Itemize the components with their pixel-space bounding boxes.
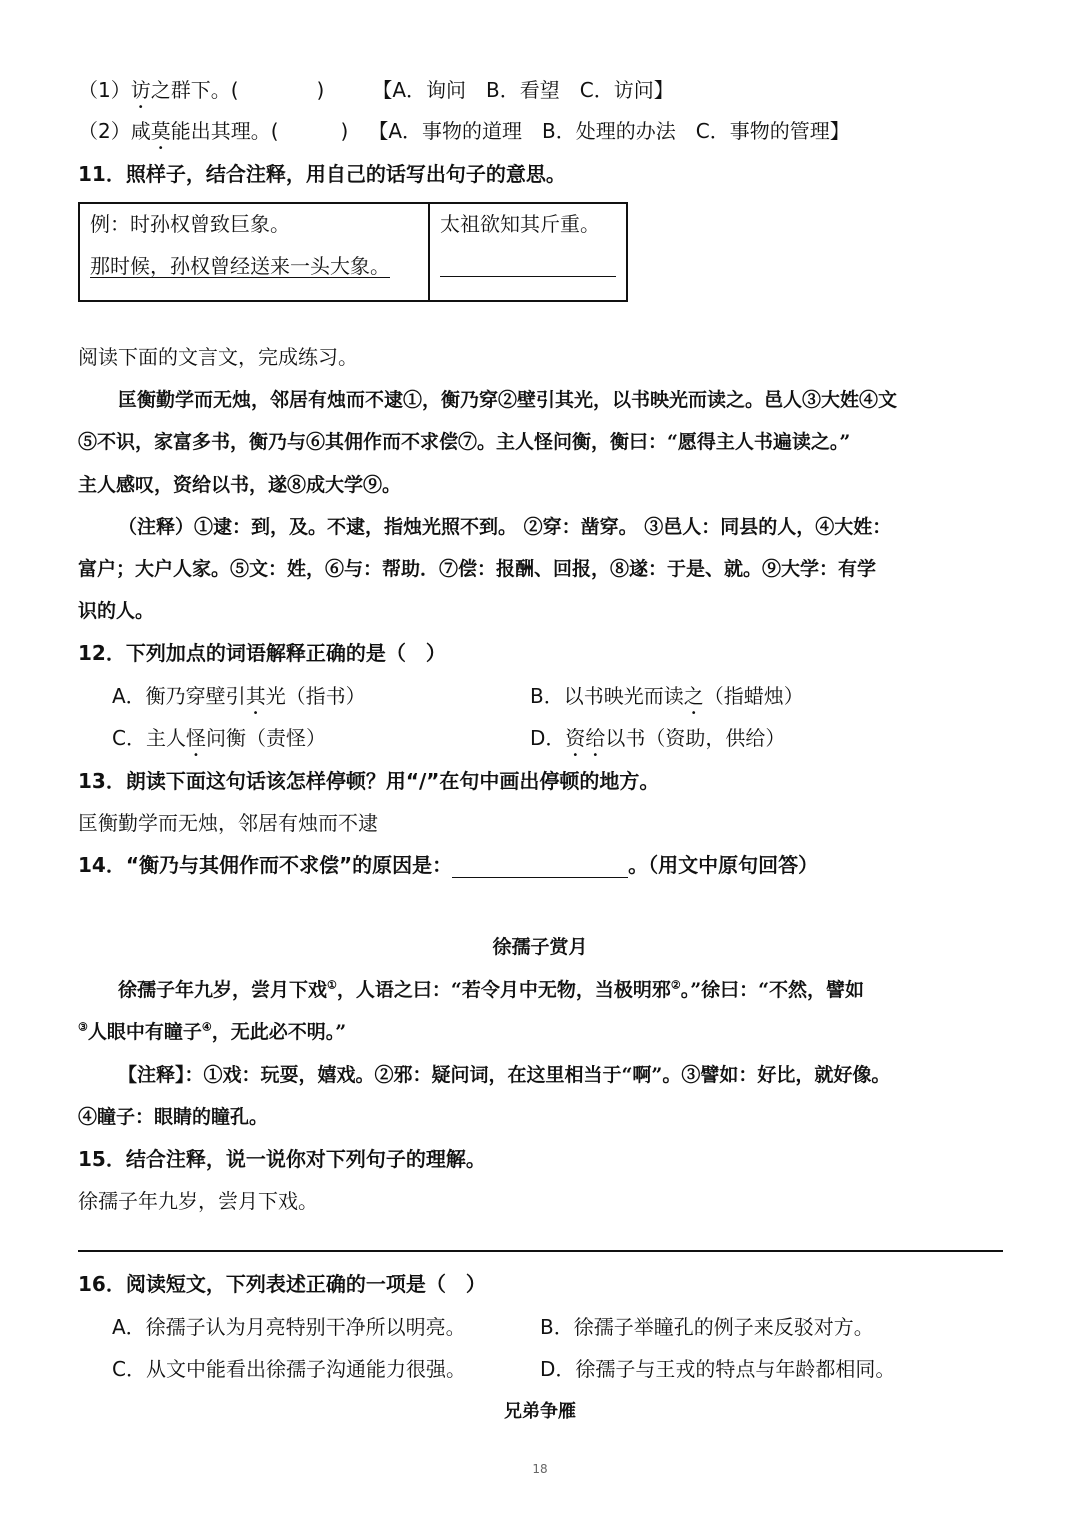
q10-part1 xyxy=(78,78,674,113)
passage1-note: 富户；大户人家。⑤文：姓，⑥与：帮助．⑦偿：报酬、回报，⑧遂：于是、就。⑨大学：有学 xyxy=(78,558,877,580)
passage1-line: 匡衡勤学而无烛，邻居有烛而不逮①，衡乃穿②壁引其光，以书映光而读之。邑人③大姓④文 xyxy=(118,389,898,411)
q14-line xyxy=(78,853,818,878)
passage2-text: 。”徐曰：“不然，譬如 xyxy=(680,979,865,1001)
passage1-intro: 阅读下面的文言文，完成练习。 xyxy=(78,345,358,369)
dotted-char: 莫 xyxy=(150,119,171,143)
q12-option-b[interactable] xyxy=(530,684,804,719)
passage2-text: 人眼中有瞳子 xyxy=(87,1021,202,1043)
next-passage-title: 兄弟争雁 xyxy=(504,1401,576,1422)
passage1-line: ⑤不识，家富多书，衡乃与⑥其佣作而不求偿⑦。主人怪问衡，衡曰：“愿得主人书遍读之。” xyxy=(78,431,851,453)
passage2-text: ，无此必不明。” xyxy=(211,1021,347,1043)
page-number: 18 xyxy=(532,1462,548,1476)
option-text: 光（指书） xyxy=(265,684,366,708)
passage2-line xyxy=(118,978,864,1002)
q14-tail: 。（用文中原句回答） xyxy=(628,853,819,877)
dotted-char: 之 xyxy=(683,684,704,708)
q10-part1-options: 【A．询问 B．看望 C．访问】 xyxy=(372,78,674,102)
q10-part2-options: 【A．事物的道理 B．处理的办法 C．事物的管理】 xyxy=(368,119,850,143)
answer-line[interactable] xyxy=(440,276,616,277)
q10-part1-close: ) xyxy=(316,78,325,102)
passage2-title: 徐孺子赏月 xyxy=(492,936,588,958)
q10-part1-number: （1） xyxy=(78,78,131,102)
passage2-note: ④瞳子：眼睛的瞳孔。 xyxy=(78,1106,269,1128)
passage2-line xyxy=(78,1020,346,1044)
example-answer: 那时候，孙权曾经送来一头大象。 xyxy=(90,254,390,278)
dotted-char: 怪 xyxy=(185,726,206,750)
q16-option-a[interactable]: A．徐孺子认为月亮特别干净所以明亮。 xyxy=(112,1315,466,1339)
footnote-marker: ① xyxy=(327,978,337,992)
passage1-line: 主人感叹，资给以书，遂⑧成大学⑨。 xyxy=(78,474,402,496)
example-table xyxy=(78,202,628,302)
passage2-text: ，人语之曰：“若令月中无物，当极明邪 xyxy=(336,979,671,1001)
answer-line[interactable] xyxy=(78,1250,1003,1252)
passage1-note: 识的人。 xyxy=(78,600,155,622)
q16-stem: 16．阅读短文，下列表述正确的一项是（ ） xyxy=(78,1272,486,1296)
option-text: A．衡乃穿壁引 xyxy=(112,684,246,708)
q16-option-d[interactable]: D．徐孺子与王戎的特点与年龄都相同。 xyxy=(540,1357,896,1381)
q13-stem: 13．朗读下面这句话该怎样停顿？用“/”在句中画出停顿的地方。 xyxy=(78,769,660,793)
q10-part2-close: ) xyxy=(340,119,349,143)
q10-part2-text: 能出其理。( xyxy=(170,119,279,143)
example-cell xyxy=(79,203,429,301)
footnote-marker: ② xyxy=(670,978,681,992)
passage1-note: （注释）①逮：到，及。不逮，指烛光照不到。 ②穿：凿穿。 ③邑人：同县的人，④大姓： xyxy=(118,516,892,538)
option-text: B．以书映光而读 xyxy=(530,684,684,708)
q10-part2 xyxy=(78,119,850,154)
footnote-marker: ③ xyxy=(78,1020,88,1034)
q15-stem: 15．结合注释，说一说你对下列句子的理解。 xyxy=(78,1147,486,1171)
q12-stem: 12．下列加点的词语解释正确的是（ ） xyxy=(78,641,446,665)
dotted-char: 资给 xyxy=(565,726,606,750)
example-label: 例： xyxy=(90,212,130,236)
q12-option-c[interactable] xyxy=(112,726,326,761)
option-text: C．主人 xyxy=(112,726,186,750)
q15-sentence: 徐孺子年九岁，尝月下戏。 xyxy=(78,1189,318,1213)
option-text: 问衡（责怪） xyxy=(205,726,326,750)
task-cell xyxy=(429,203,627,301)
q16-option-c[interactable]: C．从文中能看出徐孺子沟通能力很强。 xyxy=(112,1357,466,1381)
option-text: （指蜡烛） xyxy=(703,684,804,708)
answer-line[interactable] xyxy=(452,853,628,878)
q12-option-a[interactable] xyxy=(112,684,366,719)
q11-stem: 11．照样子，结合注释，用自己的话写出句子的意思。 xyxy=(78,162,566,186)
dotted-char: 其 xyxy=(245,684,266,708)
passage2-text: 徐孺子年九岁，尝月下戏 xyxy=(118,979,328,1001)
q16-option-b[interactable]: B．徐孺子举瞳孔的例子来反驳对方。 xyxy=(540,1315,874,1339)
option-text: 以书（资助，供给） xyxy=(605,726,786,750)
footnote-marker: ④ xyxy=(201,1020,212,1034)
dotted-char: 访 xyxy=(130,78,151,102)
task-sentence: 太祖欲知其斤重。 xyxy=(440,212,600,236)
option-text: D． xyxy=(530,726,566,750)
q10-part2-number: （2）咸 xyxy=(78,119,151,143)
q10-part1-text: 之群下。( xyxy=(150,78,239,102)
passage2-note: 【注释】：①戏：玩耍，嬉戏。②邪：疑问词，在这里相当于“啊”。③譬如：好比，就好像。 xyxy=(118,1064,891,1086)
example-sentence: 时孙权曾致巨象。 xyxy=(130,212,290,236)
q13-sentence[interactable]: 匡衡勤学而无烛，邻居有烛而不逮 xyxy=(78,811,378,835)
q12-option-d[interactable] xyxy=(530,726,785,761)
q14-stem: 14．“衡乃与其佣作而不求偿”的原因是： xyxy=(78,853,453,877)
